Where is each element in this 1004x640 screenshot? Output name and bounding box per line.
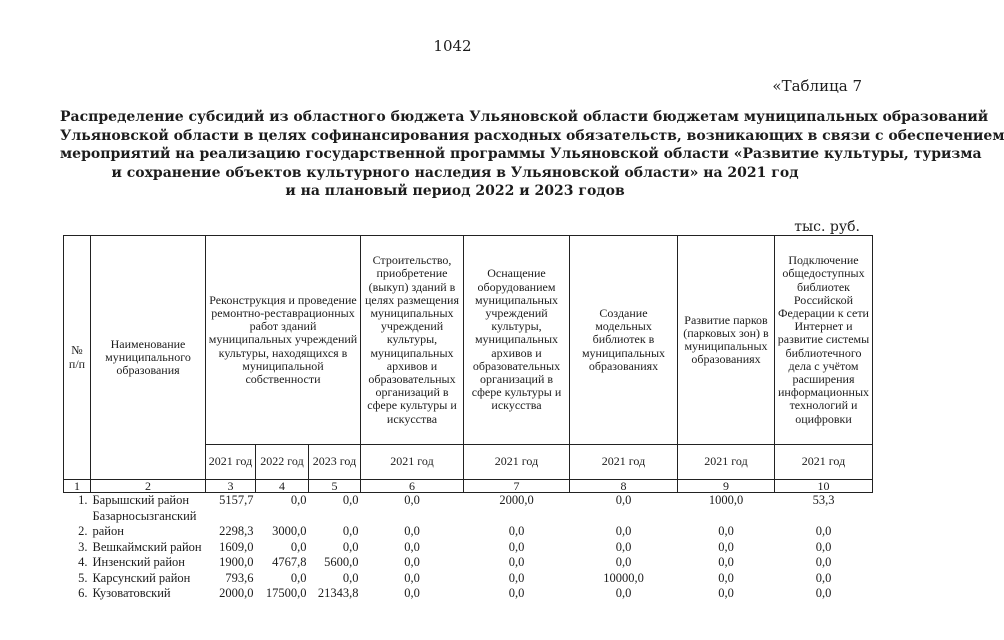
- value-cell: 3000,0: [272, 524, 307, 538]
- value-cell: 0,0: [718, 539, 734, 554]
- title-line: Ульяновской области в целях софинансирования расходных обязательств, возникающих в связи с обеспечением: [60, 127, 1004, 144]
- municipality-name: Барышский район: [92, 493, 190, 507]
- header-equipment: Оснащение оборудованием муниципальных учреждений культуры, муниципальных архивов и образовательных организаций в сфере культуры и искусства: [464, 236, 570, 445]
- value-cell: 5157,7: [219, 493, 254, 507]
- column-number: 4: [256, 480, 309, 493]
- value-cell: 4767,8: [272, 555, 307, 569]
- column-number: 10: [775, 480, 873, 493]
- column-number: 9: [678, 480, 775, 493]
- value-cell: 0,0: [815, 570, 832, 585]
- value-cell: 0,0: [342, 539, 359, 554]
- value-cell: 0,0: [508, 524, 525, 538]
- header-internet: Подключение общедоступных библиотек Российской Федерации к сети Интернет и развитие системы библиотечного дела с учётом расширения информационных технологий и оцифровки: [775, 236, 873, 445]
- row-number: 5.: [78, 570, 88, 585]
- value-cell: 0,0: [815, 555, 832, 569]
- value-cell: 0,0: [290, 493, 307, 507]
- value-cell: 0,0: [615, 586, 632, 600]
- municipality-name: Кузоватовский: [92, 586, 171, 600]
- table-row: [64, 509, 873, 540]
- value-cell: 0,0: [404, 539, 420, 554]
- municipality-name: Вешкаймский район: [92, 539, 202, 554]
- table-row: [64, 493, 873, 509]
- title-line: Распределение субсидий из областного бюджета Ульяновской области бюджетам муниципальных образований: [60, 109, 989, 125]
- value-cell: 0,0: [508, 586, 525, 600]
- value-cell: 0,0: [290, 539, 307, 554]
- table-label: «Таблица 7: [772, 77, 862, 95]
- value-cell: 1609,0: [219, 539, 254, 554]
- header-year: 2021 год: [570, 445, 678, 480]
- value-cell: 0,0: [342, 493, 359, 507]
- table-row: [64, 540, 873, 556]
- value-cell: 0,0: [508, 539, 525, 554]
- header-parks: Развитие парков (парковых зон) в муниципальных образованиях: [678, 236, 775, 445]
- title-line: и на плановый период 2022 и 2023 годов: [285, 183, 625, 199]
- row-number: 1.: [78, 493, 88, 507]
- value-cell: 5600,0: [324, 555, 359, 569]
- value-cell: 21343,8: [317, 586, 359, 600]
- value-cell: 2298,3: [219, 524, 254, 538]
- value-cell: 0,0: [615, 493, 632, 507]
- value-cell: 0,0: [508, 570, 525, 585]
- value-cell: 0,0: [815, 539, 832, 554]
- value-cell: 0,0: [342, 570, 359, 585]
- value-cell: 0,0: [404, 524, 420, 538]
- row-number: 6.: [78, 586, 88, 600]
- header-year: 2022 год: [256, 445, 309, 480]
- municipality-name: Базарносызганский район: [92, 508, 197, 538]
- value-cell: 53,3: [812, 493, 835, 507]
- header-year: 2023 год: [309, 445, 361, 480]
- value-cell: 1000,0: [708, 493, 744, 507]
- value-cell: 17500,0: [265, 586, 307, 600]
- value-cell: 0,0: [718, 524, 734, 538]
- row-number: 2.: [78, 524, 88, 538]
- value-cell: 0,0: [404, 555, 420, 569]
- header-name: Наименование муниципального образования: [91, 236, 206, 480]
- value-cell: 0,0: [342, 524, 359, 538]
- column-number: 5: [309, 480, 361, 493]
- value-cell: 0,0: [815, 524, 832, 538]
- table-row: [64, 555, 873, 571]
- value-cell: 10000,0: [603, 570, 644, 585]
- header-year: 2021 год: [206, 445, 256, 480]
- column-number: 7: [464, 480, 570, 493]
- header-libraries: Создание модельных библиотек в муниципальных образованиях: [570, 236, 678, 445]
- value-cell: 0,0: [615, 524, 632, 538]
- column-number: 6: [361, 480, 464, 493]
- value-cell: 0,0: [615, 555, 632, 569]
- page-number: 1042: [433, 37, 472, 55]
- document-title: [60, 108, 1004, 201]
- header-reconstruction: Реконструкция и проведение ремонтно-реставрационных работ зданий муниципальных учреждений культуры, находящихся в муниципальной собственности: [206, 236, 361, 445]
- subsidies-table: [63, 235, 873, 602]
- value-cell: 2000,0: [499, 493, 534, 507]
- column-number: 1: [64, 480, 91, 493]
- table-row: [64, 571, 873, 587]
- value-cell: 0,0: [718, 570, 734, 585]
- municipality-name: Инзенский район: [92, 555, 185, 569]
- value-cell: 2000,0: [219, 586, 254, 600]
- header-year: 2021 год: [361, 445, 464, 480]
- value-cell: 0,0: [404, 570, 420, 585]
- value-cell: 0,0: [404, 493, 420, 507]
- column-number: 8: [570, 480, 678, 493]
- header-year: 2021 год: [775, 445, 873, 480]
- row-number: 3.: [78, 539, 88, 554]
- column-number: 3: [206, 480, 256, 493]
- value-cell: 1900,0: [219, 555, 254, 569]
- value-cell: 0,0: [718, 586, 734, 600]
- column-number: 2: [91, 480, 206, 493]
- header-year: 2021 год: [678, 445, 775, 480]
- value-cell: 0,0: [404, 586, 420, 600]
- value-cell: 0,0: [615, 539, 632, 554]
- value-cell: 793,6: [225, 570, 254, 585]
- header-year: 2021 год: [464, 445, 570, 480]
- header-num: № п/п: [64, 236, 91, 480]
- value-cell: 0,0: [815, 586, 832, 600]
- row-number: 4.: [78, 555, 88, 569]
- municipality-name: Карсунский район: [92, 570, 191, 585]
- table-body: [64, 493, 873, 602]
- table-row: [64, 586, 873, 602]
- value-cell: 0,0: [718, 555, 734, 569]
- title-line: и сохранение объектов культурного наследия в Ульяновской области» на 2021 год: [111, 164, 799, 181]
- value-cell: 0,0: [508, 555, 525, 569]
- units-label: тыс. руб.: [794, 219, 860, 235]
- header-construction: Строительство, приобретение (выкуп) зданий в целях размещения муниципальных учреждений культуры, муниципальных архивов и образовательных организаций в сфере культуры и искусства: [361, 236, 464, 445]
- value-cell: 0,0: [290, 570, 307, 585]
- title-line: мероприятий на реализацию государственной программы Ульяновской области «Развитие культуры, туризма: [60, 146, 982, 162]
